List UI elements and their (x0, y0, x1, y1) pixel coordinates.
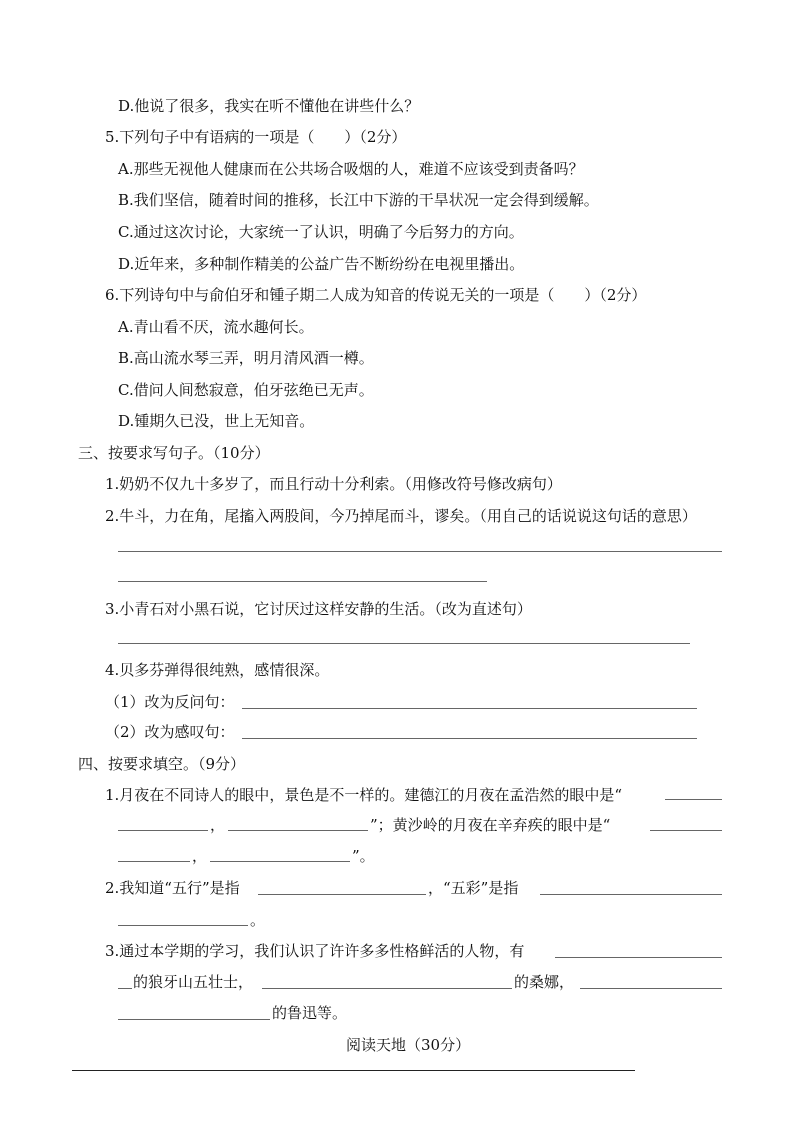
section4-q3-blank-3a[interactable] (580, 988, 722, 989)
section4-q1-blank-3b[interactable] (118, 861, 190, 862)
section4-q3-text-c: 的桑娜， (514, 973, 575, 991)
section3-q2-answer-line-1[interactable] (118, 551, 722, 552)
section4-q3-text-d: 的鲁迅等。 (272, 1004, 348, 1022)
section4-q1-comma-1: ， (210, 816, 226, 834)
section3-title: 三、按要求写句子。（10分） (78, 444, 270, 462)
section4-q1-blank-3a[interactable] (650, 830, 722, 831)
bottom-rule (72, 1070, 635, 1071)
section3-q4-1-label: （1）改为反问句： (105, 693, 235, 711)
section4-q3-blank-3b[interactable] (118, 1019, 270, 1020)
section3-q2: 2.牛斗，力在角，尾搐入两股间，今乃掉尾而斗，谬矣。（用自己的话说说这句话的意思） (105, 507, 697, 525)
section4-q3-blank-1b[interactable] (118, 988, 132, 989)
section4-q1-blank-1a[interactable] (665, 799, 722, 800)
section3-q4-2-answer-line[interactable] (242, 738, 697, 739)
section3-q4: 4.贝多芬弹得很纯熟，感情很深。 (105, 661, 330, 679)
section3-q2-answer-line-2[interactable] (118, 581, 487, 582)
q4-option-d: D.他说了很多，我实在听不懂他在讲些什么？ (118, 97, 420, 115)
section4-q2-text-c: 。 (250, 911, 266, 929)
section4-q3-blank-2[interactable] (262, 988, 512, 989)
section4-title: 四、按要求填空。（9分） (78, 755, 246, 773)
q6-option-d[interactable]: D.锺期久已没，世上无知音。 (118, 412, 315, 430)
section3-q3: 3.小青石对小黑石说，它讨厌过这样安静的生活。（改为直述句） (105, 600, 532, 618)
section4-q1-text-c: ”；黄沙岭的月夜在辛弃疾的眼中是“ (370, 816, 611, 834)
q5-stem: 5.下列句子中有语病的一项是（ ）（2分） (105, 128, 407, 146)
section4-q2-text-b: ，“五彩”是指 (428, 879, 519, 897)
q6-option-c[interactable]: C.借问人间愁寂意，伯牙弦绝已无声。 (118, 381, 374, 399)
section4-q1-comma-2: ， (192, 847, 208, 865)
section4-q2-blank-1[interactable] (258, 894, 426, 895)
section3-q4-2-label: （2）改为感叹句： (105, 723, 235, 741)
q6-option-b[interactable]: B.高山流水琴三弄，明月清风酒一樽。 (118, 349, 374, 367)
q6-stem: 6.下列诗句中与俞伯牙和锺子期二人成为知音的传说无关的一项是（ ）（2分） (105, 286, 647, 304)
reading-section-title: 阅读天地（30分） (346, 1036, 471, 1054)
section4-q1-blank-1b[interactable] (118, 830, 208, 831)
section4-q1-blank-2[interactable] (228, 830, 368, 831)
section4-q1-blank-4[interactable] (210, 861, 350, 862)
q6-option-a[interactable]: A.青山看不厌，流水趣何长。 (118, 318, 314, 336)
section4-q1-text-e: ”。 (352, 847, 375, 865)
q5-option-c[interactable]: C.通过这次讨论，大家统一了认识，明确了今后努力的方向。 (118, 223, 524, 241)
section4-q3-text-b: 的狼牙山五壮士， (133, 973, 254, 991)
section3-q1: 1.奶奶不仅九十多岁了，而且行动十分利索。（用修改符号修改病句） (105, 475, 562, 493)
section4-q2-blank-2a[interactable] (540, 894, 722, 895)
section3-q4-1-answer-line[interactable] (242, 708, 697, 709)
section3-q3-answer-line[interactable] (118, 643, 690, 644)
q5-option-a[interactable]: A.那些无视他人健康而在公共场合吸烟的人，难道不应该受到责备吗？ (118, 160, 584, 178)
q5-option-d[interactable]: D.近年来，多种制作精美的公益广告不断纷纷在电视里播出。 (118, 255, 525, 273)
section4-q1-text-a: 1.月夜在不同诗人的眼中，景色是不一样的。建德江的月夜在孟浩然的眼中是“ (105, 786, 622, 804)
section4-q2-blank-2b[interactable] (118, 925, 248, 926)
section4-q3-blank-1a[interactable] (555, 957, 722, 958)
section4-q2-text-a: 2.我知道“五行”是指 (105, 879, 240, 897)
q5-option-b[interactable]: B.我们坚信，随着时间的推移，长江中下游的干旱状况一定会得到缓解。 (118, 191, 599, 209)
section4-q3-text-a: 3.通过本学期的学习，我们认识了许许多多性格鲜活的人物，有 (105, 942, 525, 960)
